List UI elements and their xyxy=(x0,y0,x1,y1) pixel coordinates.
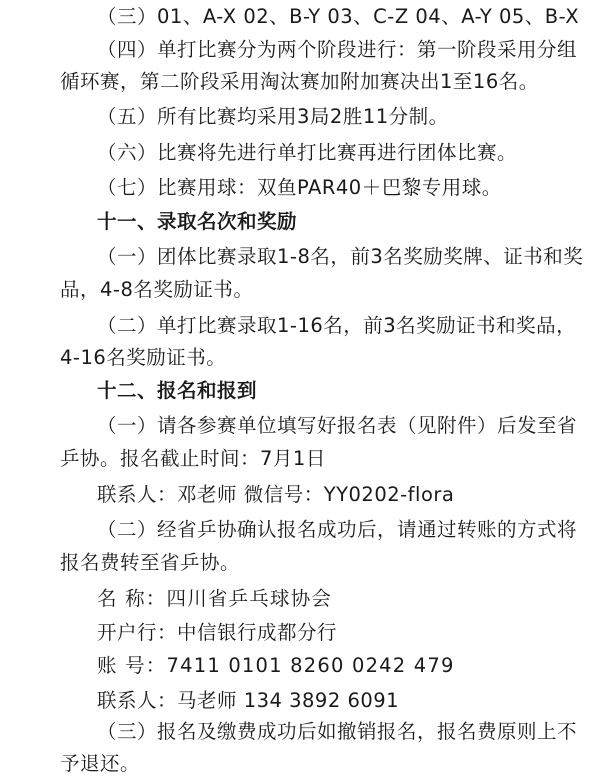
item-1-registration: （一）请各参赛单位填写好报名表（见附件）后发至省 xyxy=(97,414,578,437)
item-2-singles-awards-cont: 4-16名奖励证书。 xyxy=(60,346,227,369)
account-bank: 开户行：中信银行成都分行 xyxy=(97,621,338,644)
item-1-registration-cont: 乒协。报名截止时间：7月1日 xyxy=(60,447,326,470)
item-3-refund: （三）报名及缴费成功后如撤销报名，报名费原则上不 xyxy=(97,720,578,743)
item-1-team-awards: （一）团体比赛录取1-8名，前3名奖励奖牌、证书和奖 xyxy=(97,245,584,268)
item-2-payment-cont: 报名费转至省乒协。 xyxy=(60,551,241,574)
contact-deng: 联系人：邓老师 微信号：YY0202-flora xyxy=(97,483,455,506)
item-5-scoring: （五）所有比赛均采用3局2胜11分制。 xyxy=(97,105,449,128)
section-11-heading: 十一、录取名次和奖励 xyxy=(97,210,298,233)
item-7-ball: （七）比赛用球：双鱼PAR40＋巴黎专用球。 xyxy=(97,176,502,199)
item-3-pairings: （三）01、A-X 02、B-Y 03、C-Z 04、A-Y 05、B-X xyxy=(97,5,580,28)
account-name: 名 称：四川省乒乓球协会 xyxy=(97,587,333,610)
account-number: 账 号：7411 0101 8260 0242 479 xyxy=(97,654,455,677)
item-3-refund-cont: 予退还。 xyxy=(60,752,141,775)
item-4-singles-stages: （四）单打比赛分为两个阶段进行：第一阶段采用分组 xyxy=(97,38,578,61)
item-4-singles-stages-cont: 循环赛，第二阶段采用淘汰赛加附加赛决出1至16名。 xyxy=(60,70,539,93)
item-6-order: （六）比赛将先进行单打比赛再进行团体比赛。 xyxy=(97,141,518,164)
item-1-team-awards-cont: 品，4-8名奖励证书。 xyxy=(60,278,254,301)
section-12-heading: 十二、报名和报到 xyxy=(97,379,258,402)
contact-ma: 联系人：马老师 134 3892 6091 xyxy=(97,689,400,712)
item-2-payment: （二）经省乒协确认报名成功后，请通过转账的方式将 xyxy=(97,518,578,541)
item-2-singles-awards: （二）单打比赛录取1-16名，前3名奖励证书和奖品， xyxy=(97,314,577,337)
